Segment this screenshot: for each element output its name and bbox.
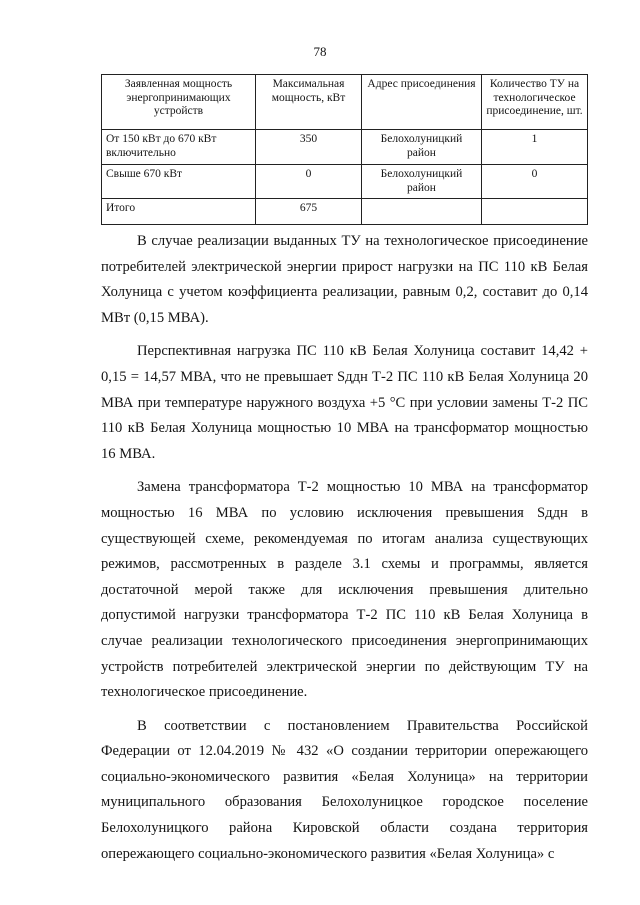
table-row <box>102 165 588 199</box>
body-text <box>101 229 588 875</box>
table-cell: Итого <box>102 199 256 225</box>
table-row <box>102 130 588 165</box>
paragraph: В соответствии с постановлением Правительства Российской Федерации от 12.04.2019 № 432 «О создании территории опережающего социально-экономического развития «Белая Холуница» на территории муниципального образования Белохолуницкое городское поселение Белохолуницкого района Кировской области создана территория опережающего социально-экономического развития «Белая Холуница» с <box>101 717 588 862</box>
paragraph: В случае реализации выданных ТУ на технологическое присоединение потребителей электрической энергии прирост нагрузки на ПС 110 кВ Белая Холуница с учетом коэффициента реализации, равным 0,2, составит до 0,14 МВт (0,15 МВА). <box>101 233 588 326</box>
table-cell: 0 <box>256 165 362 199</box>
paragraph: Замена трансформатора Т-2 мощностью 10 МВА на трансформатор мощностью 16 МВА по условию исключения превышения Sддн в существующей схеме, рекомендуемая по итогам анализа существующих режимов, рассмотренных в разделе 3.1 схемы и программы, является достаточной мерой также для исключения превышения длительно допустимой нагрузки трансформатора Т-2 ПС 110 кВ Белая Холуница в случае реализации технологического присоединения энергопринимающих устройств потребителей электрической энергии по действующим ТУ на технологическое присоединение. <box>101 479 588 701</box>
table-row-total <box>102 199 588 225</box>
table-cell: 350 <box>256 130 362 165</box>
table-cell <box>362 199 482 225</box>
table-cell: 675 <box>256 199 362 225</box>
paragraph: Перспективная нагрузка ПС 110 кВ Белая Холуница составит 14,42 + 0,15 = 14,57 МВА, что не превышает Sддн Т-2 ПС 110 кВ Белая Холуница 20 МВА при температуре наружного воздуха +5 °С при условии замены Т-2 ПС 110 кВ Белая Холуница мощностью 10 МВА на трансформатор мощностью 16 МВА. <box>101 343 588 462</box>
header-address: Адрес присоединения <box>362 75 482 130</box>
table-cell: От 150 кВт до 670 кВт включительно <box>102 130 256 165</box>
table-cell: Белохолуницкий район <box>362 130 482 165</box>
table-cell: Белохолуницкий район <box>362 165 482 199</box>
table-cell: Свыше 670 кВт <box>102 165 256 199</box>
page-number: 78 <box>313 44 327 59</box>
table-cell: 1 <box>482 130 588 165</box>
table-cell: 0 <box>482 165 588 199</box>
header-declared-power: Заявленная мощность энергопринимающих устройств <box>102 75 256 130</box>
header-max-power: Максимальная мощность, кВт <box>256 75 362 130</box>
header-tu-count: Количество ТУ на технологическое присоединение, шт. <box>482 75 588 130</box>
table-header-row <box>102 75 588 130</box>
table-cell <box>482 199 588 225</box>
load-table <box>101 74 588 225</box>
